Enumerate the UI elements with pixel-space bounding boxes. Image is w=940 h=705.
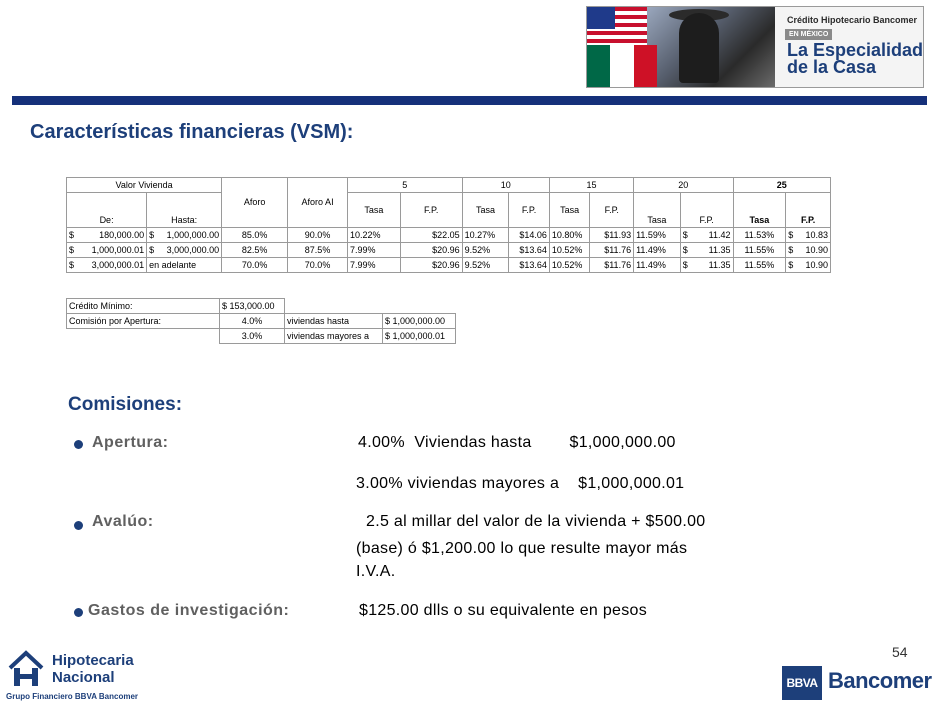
hn-group: Grupo Financiero BBVA Bancomer xyxy=(6,692,139,701)
header-de: De: xyxy=(67,193,147,228)
table-row xyxy=(67,314,456,329)
rider-silhouette xyxy=(679,13,719,83)
avaluo-line1: 2.5 al millar del valor de la vivienda + $500.00 xyxy=(366,513,706,530)
empty-cell xyxy=(67,329,220,344)
bbva-bancomer-logo xyxy=(782,662,938,702)
avaluo-label: Avalúo: xyxy=(92,513,154,530)
header-fp-5: F.P. xyxy=(400,193,462,228)
cell-tasa-25: 11.53% xyxy=(733,228,786,243)
table-row xyxy=(67,329,456,344)
header-tasa-20: Tasa xyxy=(634,193,681,228)
banner-tagline xyxy=(787,42,923,76)
table-row xyxy=(67,299,456,314)
section-title: Comisiones: xyxy=(68,394,183,415)
cell-aforo-ai: 70.0% xyxy=(288,258,348,273)
header-plazo-20: 20 xyxy=(634,178,733,193)
gastos-value: $125.00 dlls o su equivalente en pesos xyxy=(359,602,648,619)
header-fp-10: F.P. xyxy=(509,193,550,228)
cell-fp-20: $ 11.35 xyxy=(680,243,733,258)
comision-desc-2: viviendas mayores a xyxy=(285,329,383,344)
banner-line3: La Especialidad xyxy=(787,40,924,60)
header-valor-vivienda: Valor Vivienda xyxy=(67,178,222,193)
bullet-icon xyxy=(74,440,83,449)
hipotecaria-nacional-logo xyxy=(6,650,156,704)
header-plazo-5: 5 xyxy=(347,178,462,193)
cell-fp-15: $11.76 xyxy=(590,258,634,273)
header-hasta: Hasta: xyxy=(147,193,222,228)
header-plazo-15: 15 xyxy=(549,178,633,193)
table-row xyxy=(67,228,831,243)
cell-hasta: $ 3,000,000.00 xyxy=(147,243,222,258)
header-divider xyxy=(12,96,927,105)
cell-de: $ 180,000.00 xyxy=(67,228,147,243)
bullet-icon xyxy=(74,608,83,617)
banner-line1: Crédito Hipotecario Bancomer xyxy=(787,15,918,25)
cell-de: $ 1,000,000.01 xyxy=(67,243,147,258)
header-aforo: Aforo xyxy=(222,178,288,228)
mexico-flag-icon xyxy=(587,45,657,87)
table-row xyxy=(67,243,831,258)
header-tasa-10: Tasa xyxy=(462,193,509,228)
cell-aforo: 82.5% xyxy=(222,243,288,258)
comision-label: Comisión por Apertura: xyxy=(67,314,220,329)
header-aforo-ai: Aforo AI xyxy=(288,178,348,228)
cell-fp-25: $ 10.83 xyxy=(786,228,831,243)
cell-hasta: en adelante xyxy=(147,258,222,273)
avaluo-line3: I.V.A. xyxy=(356,563,396,580)
cell-tasa-15: 10.52% xyxy=(549,243,590,258)
cell-tasa-15: 10.80% xyxy=(549,228,590,243)
cell-aforo: 70.0% xyxy=(222,258,288,273)
cell-tasa-20: 11.59% xyxy=(634,228,681,243)
empty-cell xyxy=(383,299,456,314)
cell-hasta: $ 1,000,000.00 xyxy=(147,228,222,243)
apertura-line1: 4.00% Viviendas hasta $1,000,000.00 xyxy=(358,434,676,451)
comision-pct-2: 3.0% xyxy=(220,329,285,344)
cell-tasa-10: 10.27% xyxy=(462,228,509,243)
cell-aforo-ai: 87.5% xyxy=(288,243,348,258)
empty-cell xyxy=(285,299,383,314)
banner-line2: EN MÉXICO xyxy=(785,29,832,40)
header-plazo-10: 10 xyxy=(462,178,549,193)
cell-fp-15: $11.93 xyxy=(590,228,634,243)
avaluo-line2: (base) ó $1,200.00 lo que resulte mayor más xyxy=(356,540,688,557)
hn-name xyxy=(52,652,134,686)
cell-fp-15: $11.76 xyxy=(590,243,634,258)
gastos-label: Gastos de investigación: xyxy=(88,602,290,619)
credito-minimo-value: $ 153,000.00 xyxy=(220,299,285,314)
header-tasa-25: Tasa xyxy=(733,193,786,228)
bbva-name: Bancomer xyxy=(828,668,932,693)
cell-fp-10: $13.64 xyxy=(509,258,550,273)
cell-tasa-15: 10.52% xyxy=(549,258,590,273)
hn-line2: Nacional xyxy=(52,669,115,686)
cell-tasa-25: 11.55% xyxy=(733,258,786,273)
cell-fp-10: $13.64 xyxy=(509,243,550,258)
cell-tasa-10: 9.52% xyxy=(462,258,509,273)
comision-amount-1: $ 1,000,000.00 xyxy=(383,314,456,329)
rates-table xyxy=(66,177,831,273)
cell-fp-20: $ 11.42 xyxy=(680,228,733,243)
credito-minimo-label: Crédito Mínimo: xyxy=(67,299,220,314)
cell-aforo: 85.0% xyxy=(222,228,288,243)
cell-fp-5: $20.96 xyxy=(400,258,462,273)
comision-pct-1: 4.0% xyxy=(220,314,285,329)
header-fp-15: F.P. xyxy=(590,193,634,228)
page-title: Características financieras (VSM): xyxy=(30,121,354,143)
table-row xyxy=(67,258,831,273)
hn-line1: Hipotecaria xyxy=(52,652,134,669)
header-tasa-5: Tasa xyxy=(347,193,400,228)
header-tasa-15: Tasa xyxy=(549,193,590,228)
header-fp-25: F.P. xyxy=(786,193,831,228)
cell-fp-20: $ 11.35 xyxy=(680,258,733,273)
banner-line4: de la Casa xyxy=(787,57,877,77)
page-number: 54 xyxy=(892,644,908,660)
cell-tasa-20: 11.49% xyxy=(634,258,681,273)
header-banner xyxy=(586,6,924,88)
credit-table xyxy=(66,298,456,344)
cell-tasa-5: 7.99% xyxy=(347,243,400,258)
comision-desc-1: viviendas hasta xyxy=(285,314,383,329)
header-fp-20: F.P. xyxy=(680,193,733,228)
cell-fp-10: $14.06 xyxy=(509,228,550,243)
house-icon xyxy=(6,650,46,688)
cell-tasa-25: 11.55% xyxy=(733,243,786,258)
apertura-line2: 3.00% viviendas mayores a $1,000,000.01 xyxy=(356,475,685,492)
bbva-mark: BBVA xyxy=(782,666,822,700)
header-plazo-25: 25 xyxy=(733,178,831,193)
cell-aforo-ai: 90.0% xyxy=(288,228,348,243)
cell-fp-25: $ 10.90 xyxy=(786,258,831,273)
cell-tasa-5: 10.22% xyxy=(347,228,400,243)
cell-tasa-10: 9.52% xyxy=(462,243,509,258)
cell-fp-5: $20.96 xyxy=(400,243,462,258)
cell-fp-5: $22.05 xyxy=(400,228,462,243)
cell-tasa-5: 7.99% xyxy=(347,258,400,273)
cell-fp-25: $ 10.90 xyxy=(786,243,831,258)
comision-amount-2: $ 1,000,000.01 xyxy=(383,329,456,344)
bullet-icon xyxy=(74,521,83,530)
apertura-label: Apertura: xyxy=(92,434,169,451)
cell-tasa-20: 11.49% xyxy=(634,243,681,258)
cell-de: $ 3,000,000.01 xyxy=(67,258,147,273)
